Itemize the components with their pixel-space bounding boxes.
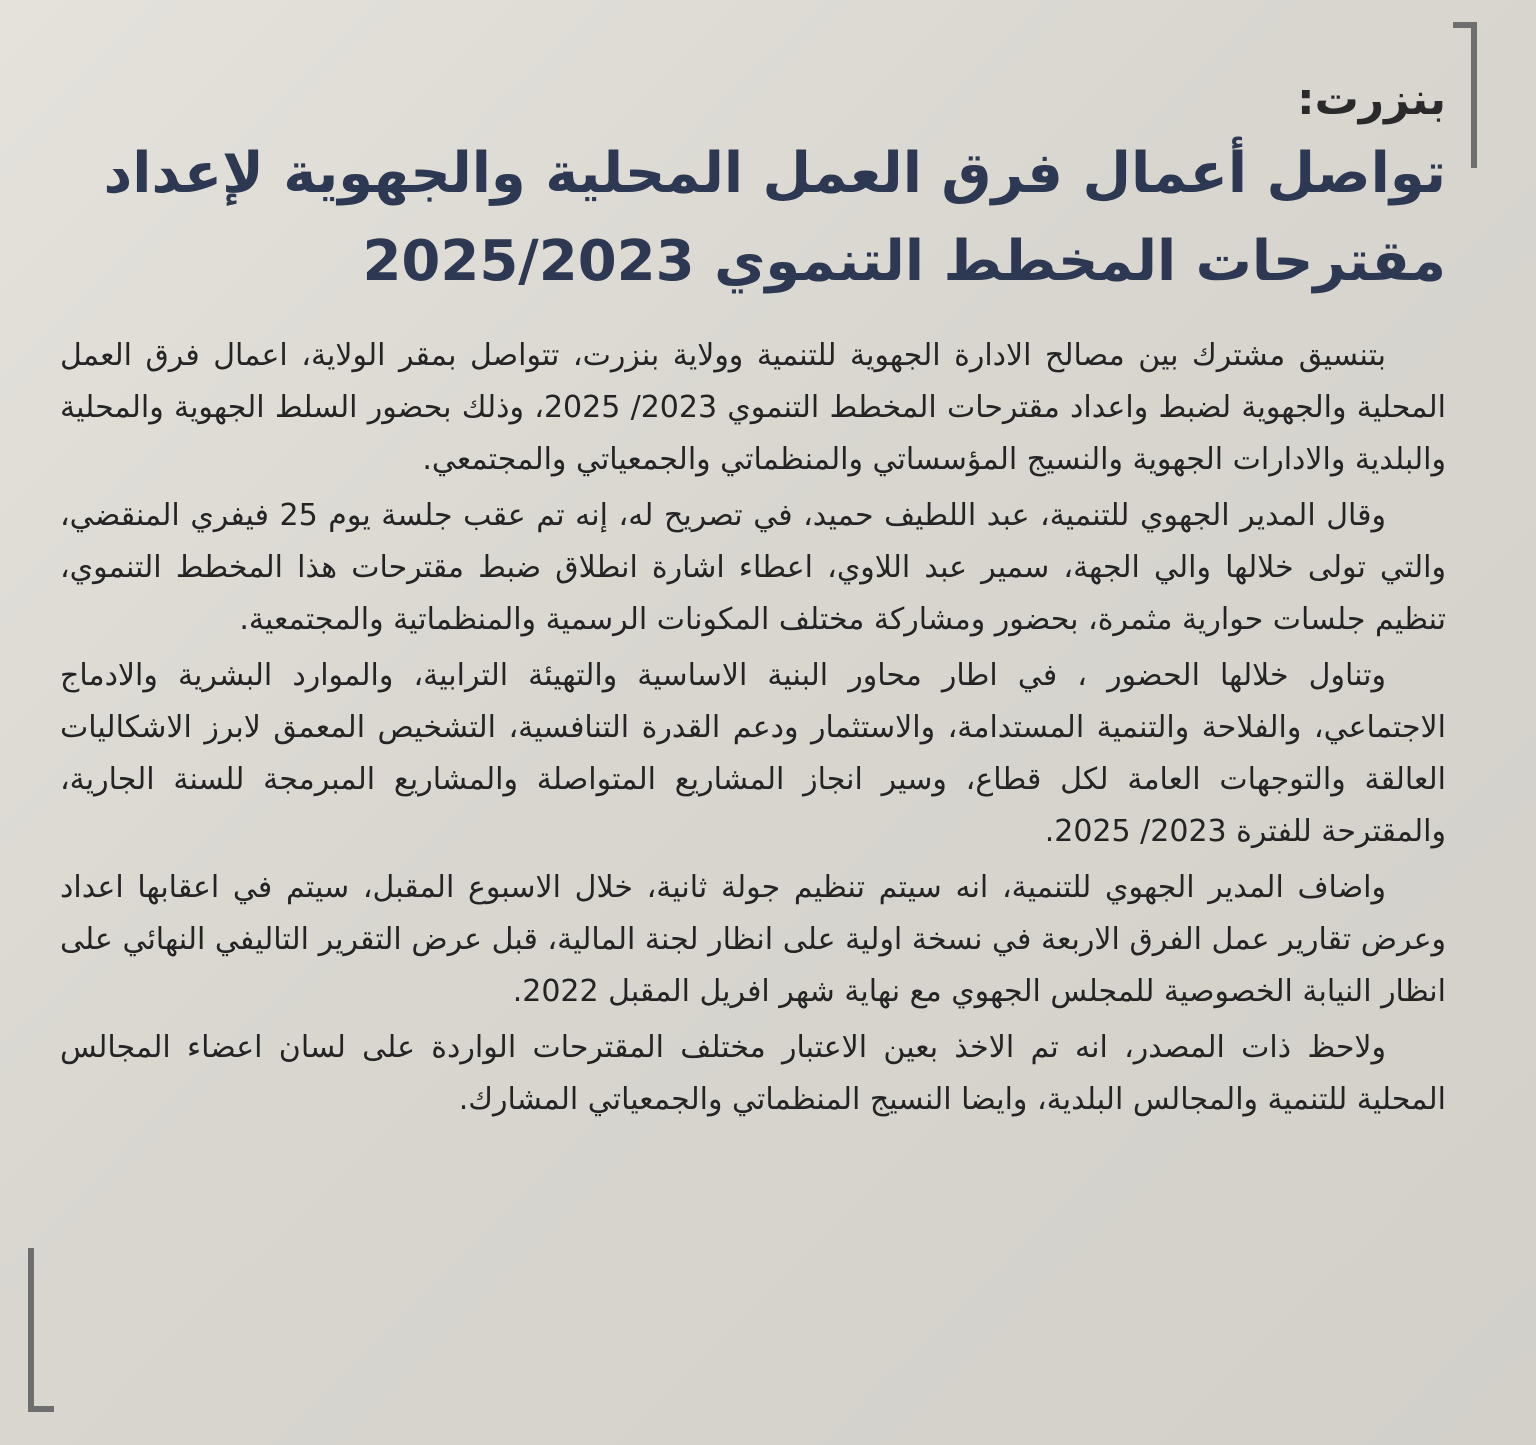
paragraph-4: واضاف المدير الجهوي للتنمية، انه سيتم تنظيم جولة ثانية، خلال الاسبوع المقبل، سيتم في اعقابها اعداد وعرض تقارير عمل الفرق الاربعة في نسخة اولية على انظار لجنة المالية، قبل عرض التقرير التاليفي النهائي على انظار النيابة الخصوصية للمجلس الجهوي مع نهاية شهر افريل المقبل 2022. xyxy=(60,870,1446,1009)
decorative-corner-bracket-top-right xyxy=(1453,22,1477,168)
decorative-corner-bracket-bottom-left xyxy=(28,1248,54,1412)
paragraph-1: بتنسيق مشترك بين مصالح الادارة الجهوية للتنمية وولاية بنزرت، تتواصل بمقر الولاية، اعمال فرق العمل المحلية والجهوية لضبط واعداد مقترحات المخطط التنموي 2023/ 2025، وذلك بحضور السلط الجهوية والمحلية والبلدية والادارات الجهوية والنسيج المؤسساتي والمنظماتي والجمعياتي والمجتمعي. xyxy=(60,338,1446,477)
headline-line-1: تواصل أعمال فرق العمل المحلية والجهوية لإعداد xyxy=(103,141,1446,206)
article-kicker: بنزرت: xyxy=(1297,74,1446,125)
article-headline xyxy=(60,130,1446,306)
paragraph-3: وتناول خلالها الحضور ، في اطار محاور البنية الاساسية والتهيئة الترابية، والموارد البشرية والادماج الاجتماعي، والفلاحة والتنمية المستدامة، والاستثمار ودعم القدرة التنافسية، التشخيص المعمق لابرز الاشكاليات العالقة والتوجهات العامة لكل قطاع، وسير انجاز المشاريع المتواصلة والمشاريع المبرمجة للسنة الجارية، والمقترحة للفترة 2023/ 2025. xyxy=(60,658,1446,849)
paragraph-5: ولاحظ ذات المصدر، انه تم الاخذ بعين الاعتبار مختلف المقترحات الواردة على لسان اعضاء المجالس المحلية للتنمية والمجالس البلدية، وايضا النسيج المنظماتي والجمعياتي المشارك. xyxy=(60,1030,1446,1117)
headline-line-2: مقترحات المخطط التنموي 2025/2023 xyxy=(362,229,1446,294)
article-body xyxy=(60,330,1446,1126)
article xyxy=(60,70,1446,1126)
paragraph-2: وقال المدير الجهوي للتنمية، عبد اللطيف حميد، في تصريح له، إنه تم عقب جلسة يوم 25 فيفري المنقضي، والتي تولى خلالها والي الجهة، سمير عبد اللاوي، اعطاء اشارة انطلاق ضبط مقترحات هذا المخطط التنموي، تنظيم جلسات حوارية مثمرة، بحضور ومشاركة مختلف المكونات الرسمية والمنظماتية والمجتمعية. xyxy=(60,498,1446,637)
